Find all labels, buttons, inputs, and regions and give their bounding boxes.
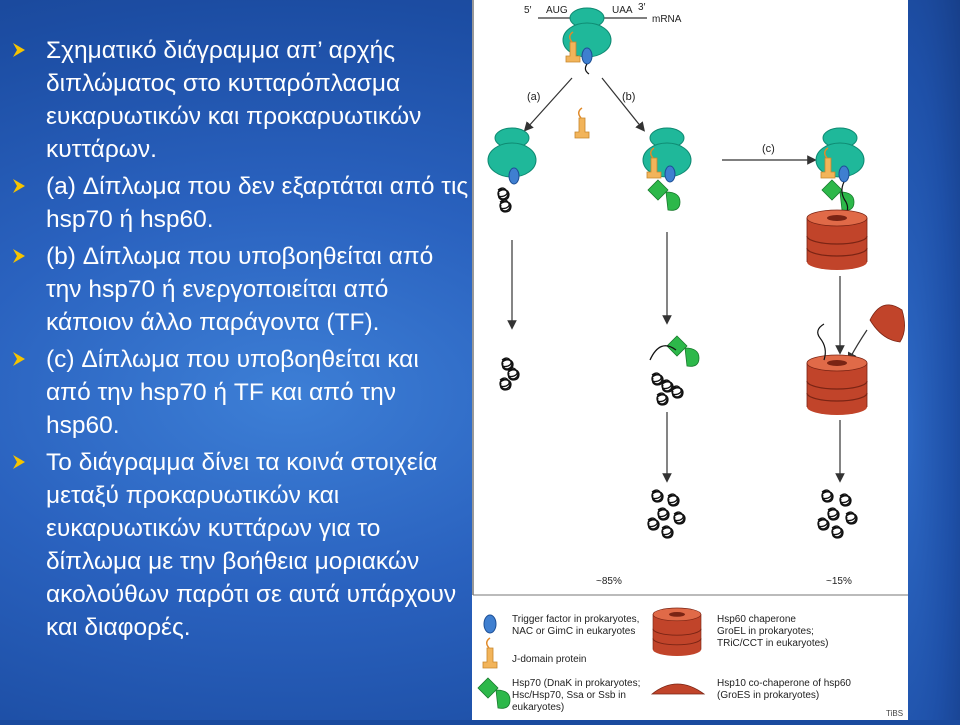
path-b-label: (b) (622, 91, 636, 103)
hsp70-icon (648, 180, 680, 210)
mrna-uaa-label: UAA (612, 5, 633, 16)
trigger-factor-icon (665, 166, 675, 182)
bullet-text: (c) Δίπλωμα που υποβοηθείται και από την hsp70 ή TF και από την hsp60. (46, 346, 419, 439)
trigger-factor-icon (509, 168, 519, 184)
mrna-aug-label: AUG (546, 5, 568, 16)
bullet-text: (b) Δίπλωμα που υποβοηθείται από την hsp70 ή ενεργοποιείται από κάποιον άλλο παράγοντα (TF). (46, 243, 434, 336)
bullet-arrow-icon (12, 248, 26, 264)
trigger-factor-icon (839, 166, 849, 182)
folded-protein-a-icon (500, 358, 519, 390)
mrna-3-label: 3′ (638, 2, 646, 13)
mrna-5-label: 5′ (524, 5, 532, 16)
native-protein-b-icon (648, 490, 685, 538)
trigger-factor-icon (582, 48, 592, 64)
bullet-list (10, 34, 470, 648)
text-panel (0, 0, 472, 720)
bullet-item (10, 343, 470, 442)
bullet-item (10, 170, 470, 236)
bullet-arrow-icon (12, 454, 26, 470)
folding-intermediate-c-icon (807, 324, 867, 415)
legend-hsp70-line2: Hsc/Hsp70, Ssa or Ssb in (512, 690, 626, 701)
hsp10-cap-icon (870, 305, 905, 342)
legend-hsp60-line1: Hsp60 chaperone (717, 614, 796, 625)
bullet-text: Το διάγραμμα δίνει τα κοινά στοιχεία μεταξύ προκαρυωτικών και ευκαρυωτικών κυττάρων για το δίπλωμα με την βοήθεια μοριακών ακολούθων παρότι σε αυτά υπάρχουν και διαφορές. (46, 449, 457, 641)
folding-diagram (472, 0, 908, 720)
legend (478, 608, 903, 718)
bullet-text: Σχηματικό διάγραμμα απ’ αρχής διπλώματος στο κυτταρόπλασμα ευκαρυωτικών και προκαρυωτικών κυττάρων. (46, 37, 422, 163)
bullet-item (10, 446, 470, 644)
legend-tf-line2: NAC or GimC in eukaryotes (512, 626, 636, 637)
percent-b-label: ~85% (596, 576, 622, 587)
bullet-arrow-icon (12, 42, 26, 58)
mrna-label: mRNA (652, 14, 682, 25)
hsp10-icon (652, 684, 704, 694)
nascent-chain-icon (500, 200, 511, 212)
bullet-arrow-icon (12, 351, 26, 367)
diagram-panel (472, 0, 908, 720)
legend-jdomain-line1: J-domain protein (512, 654, 587, 665)
path-a-label: (a) (527, 91, 541, 103)
bullet-item (10, 240, 470, 339)
legend-hsp60-line2: GroEL in prokaryotes; (717, 626, 814, 637)
legend-hsp10-line2: (GroES in prokaryotes) (717, 690, 820, 701)
j-domain-icon (483, 638, 497, 668)
hsp70-icon (478, 678, 510, 708)
hsp60-icon (653, 608, 701, 656)
legend-hsp70-line3: eukaryotes) (512, 702, 565, 713)
arrow-b (602, 78, 642, 128)
folding-intermediate-b-icon (650, 336, 699, 405)
bullet-arrow-icon (12, 178, 26, 194)
nascent-chain-icon (498, 188, 509, 200)
right-background-strip (908, 0, 960, 720)
hsp60-barrel-icon (807, 210, 867, 270)
path-c-label: (c) (762, 143, 775, 155)
legend-tf-line1: Trigger factor in prokaryotes, (512, 614, 640, 625)
arrow-a (527, 78, 572, 128)
native-protein-c-icon (818, 490, 857, 538)
bullet-text: (a) Δίπλωμα που δεν εξαρτάται από τις hsp70 ή hsp60. (46, 173, 469, 233)
trigger-factor-icon (484, 615, 496, 633)
bullet-item (10, 34, 470, 166)
legend-hsp60-line3: TRiC/CCT in eukaryotes) (717, 638, 829, 649)
hsp70-icon (822, 180, 854, 210)
legend-hsp10-line1: Hsp10 co-chaperone of hsp60 (717, 678, 851, 689)
percent-c-label: ~15% (826, 576, 852, 587)
j-domain-icon (575, 108, 589, 138)
legend-hsp70-line1: Hsp70 (DnaK in prokaryotes; (512, 678, 641, 689)
tibs-watermark: TiBS (886, 709, 904, 718)
